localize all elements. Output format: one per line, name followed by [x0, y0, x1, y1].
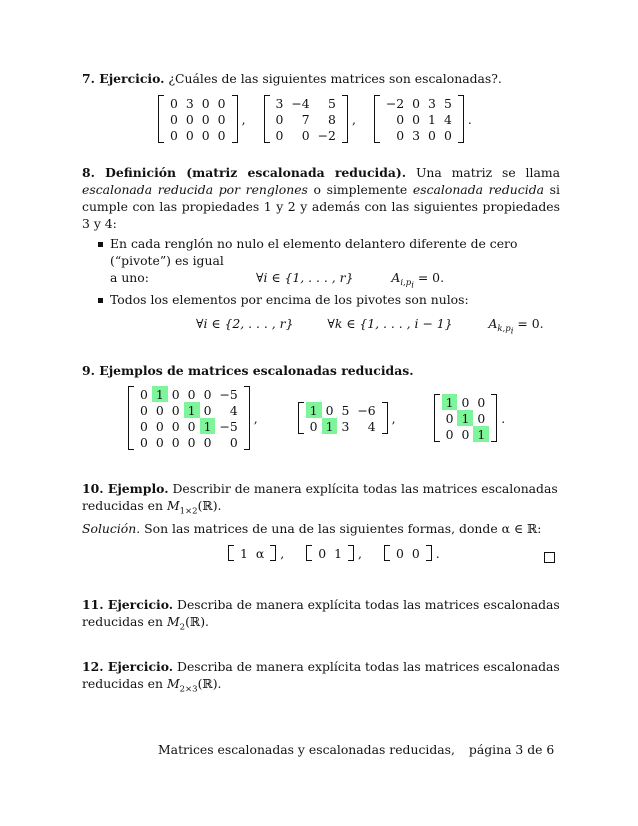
- pivot-cell: 1: [473, 426, 489, 442]
- space-tail: (ℝ).: [185, 614, 209, 629]
- formula-quantifier: ∀k ∈ {1, . . . , i − 1}: [327, 316, 453, 331]
- ex7-text: ¿Cuáles de las siguientes matrices son escalonadas?.: [168, 71, 502, 86]
- matrix-cell: 0: [229, 434, 238, 450]
- matrix-cell: 0: [185, 127, 194, 143]
- ex10-paragraph: [82, 480, 560, 520]
- matrix-cell: 0: [185, 111, 194, 127]
- comma: ,: [391, 410, 396, 426]
- matrix-cell: 0: [140, 418, 148, 434]
- matrix-cell: 1: [334, 545, 342, 561]
- matrix-row: [272, 95, 340, 111]
- matrix-cell: 3: [341, 418, 350, 434]
- ex7-label: 7. Ejercicio.: [82, 71, 165, 86]
- matrix-cell: 0: [187, 418, 196, 434]
- matrix-cell: 1: [428, 111, 436, 127]
- matrix-cell: −5: [219, 418, 238, 434]
- def8-bullet-2: Todos los elementos por encima de los pivotes son nulos:: [110, 292, 469, 307]
- def8-text: además con las siguientes propiedades 3 y 4:: [82, 199, 560, 231]
- space-tail: (ℝ).: [197, 676, 222, 691]
- formula-subscript: k,p: [497, 324, 511, 335]
- formula-equals: = 0.: [417, 270, 445, 285]
- pivot-cell: 1: [306, 402, 322, 418]
- matrix-cell: 0: [461, 426, 470, 442]
- matrix-cell: 3: [275, 95, 284, 111]
- matrix-row: [306, 402, 380, 418]
- matrix-cell: −4: [291, 95, 310, 111]
- matrix-cell: 7: [301, 111, 310, 127]
- matrix-table: [442, 394, 490, 442]
- matrix-cell: 0: [171, 402, 180, 418]
- qed-square-icon: [544, 552, 555, 563]
- matrix-cell: 1: [240, 545, 248, 561]
- matrix-row: [166, 95, 230, 111]
- matrix-cell: 0: [171, 386, 180, 402]
- matrix-row: [382, 95, 456, 111]
- matrix-row: [272, 127, 340, 143]
- matrix-cell: 0: [412, 95, 421, 111]
- formula-1: [256, 270, 444, 291]
- matrix-cell: 0: [275, 111, 284, 127]
- matrix-cell: 0: [140, 402, 148, 418]
- matrix-row: [442, 394, 490, 410]
- pivot-cell: 1: [442, 394, 458, 410]
- def8-paragraph: [82, 164, 560, 232]
- space-tail: (ℝ).: [197, 498, 222, 513]
- matrix-row: [382, 127, 456, 143]
- matrix-row: [272, 111, 340, 127]
- bullet-text: En cada renglón no nulo el elemento delantero diferente de cero (“pivote”) es igual: [110, 236, 518, 268]
- solution-label: Solución.: [82, 521, 141, 536]
- ex10-forms: [228, 545, 450, 561]
- footer-page-number: página 3 de 6: [468, 742, 555, 757]
- matrix-cell: 0: [201, 127, 210, 143]
- matrix-cell: 0: [140, 434, 148, 450]
- matrix-row: [236, 545, 268, 561]
- ex12-paragraph: [82, 658, 560, 698]
- bullet-text: a uno:: [110, 270, 149, 285]
- matrix-cell: 0: [170, 95, 178, 111]
- formula-symbol: A: [488, 316, 498, 331]
- matrix-cell: 0: [395, 545, 404, 561]
- matrix-table: [392, 545, 424, 561]
- ex7-heading: [82, 70, 502, 87]
- matrix-table: [136, 386, 242, 450]
- matrix-cell: 0: [203, 402, 212, 418]
- matrix-cell: −2: [317, 127, 336, 143]
- def8-text: Una matriz se llama: [415, 165, 560, 180]
- matrix-cell: −5: [219, 386, 238, 402]
- ex7-matrix-1: [158, 95, 238, 143]
- period: .: [435, 545, 440, 561]
- space-subscript: 1×2: [179, 506, 198, 517]
- solution-text: Son las matrices de una de las siguientes formas, donde α ∈ ℝ:: [144, 521, 542, 536]
- space-subscript: 2×3: [179, 684, 198, 695]
- matrix-cell: 0: [477, 410, 486, 426]
- formula-2: [196, 316, 544, 337]
- matrix-cell: 5: [328, 95, 336, 111]
- matrix-cell: −6: [357, 402, 376, 418]
- matrix-cell: 0: [301, 127, 310, 143]
- period: .: [501, 410, 506, 426]
- matrix-cell: 0: [155, 434, 164, 450]
- formula-symbol: A: [391, 270, 401, 285]
- matrix-row: [442, 426, 490, 442]
- ex7-matrix-2: [264, 95, 348, 143]
- matrix-row: [382, 111, 456, 127]
- page-footer: [158, 741, 554, 758]
- def8-label: 8. Definición (matriz escalonada reducida).: [82, 165, 407, 180]
- matrix-cell: 0: [411, 545, 420, 561]
- matrix-row: [306, 418, 380, 434]
- matrix-table: [236, 545, 268, 561]
- matrix-cell: 0: [445, 426, 454, 442]
- comma: ,: [358, 545, 362, 561]
- formula-subsubscript: i: [510, 327, 514, 338]
- comma: ,: [241, 111, 246, 127]
- matrix-row: [136, 418, 242, 434]
- ex10-form-2: [306, 545, 354, 561]
- matrix-cell: 0: [318, 545, 327, 561]
- ex9-matrix-3: [434, 394, 498, 442]
- matrix-cell: 0: [217, 127, 226, 143]
- def8-term: por renglones: [218, 182, 308, 197]
- matrix-row: [166, 127, 230, 143]
- ex12-label: 12. Ejercicio.: [82, 659, 174, 674]
- comma: ,: [280, 545, 285, 561]
- matrix-cell: 0: [396, 127, 405, 143]
- formula-subscript: i,p: [400, 278, 412, 289]
- formula-equals: = 0.: [517, 316, 544, 331]
- space-symbol: M: [166, 614, 180, 629]
- matrix-cell: 0: [170, 111, 178, 127]
- matrix-cell: 0: [187, 386, 196, 402]
- space-symbol: M: [166, 498, 180, 513]
- matrix-cell: 0: [325, 402, 334, 418]
- matrix-cell: 0: [155, 402, 164, 418]
- ex12-text: Describa de manera explícita todas las matrices escalonadas reducidas en: [82, 659, 560, 691]
- ex11-paragraph: [82, 596, 560, 636]
- matrix-cell: 0: [155, 418, 164, 434]
- matrix-cell: 3: [412, 127, 421, 143]
- matrix-table: [272, 95, 340, 143]
- formula-subsubscript: i: [411, 281, 414, 292]
- matrix-cell: α: [255, 545, 265, 561]
- footer-title: Matrices escalonadas y escalonadas reducidas,: [158, 742, 455, 757]
- ex10-form-3: [384, 545, 432, 561]
- matrix-table: [306, 402, 380, 434]
- matrix-cell: 4: [229, 402, 238, 418]
- matrix-cell: 0: [187, 434, 196, 450]
- matrix-cell: 4: [443, 111, 452, 127]
- pivot-cell: 1: [322, 418, 338, 434]
- matrix-row: [136, 434, 242, 450]
- matrix-cell: 0: [140, 386, 148, 402]
- pivot-cell: 1: [200, 418, 216, 434]
- def8-text: si cumple con las propiedades 1 y 2 y: [82, 182, 560, 214]
- matrix-cell: 0: [445, 410, 454, 426]
- ex9-heading: 9. Ejemplos de matrices escalonadas reducidas.: [82, 363, 414, 378]
- matrix-cell: 0: [412, 111, 421, 127]
- pivot-cell: 1: [152, 386, 168, 402]
- matrix-cell: 0: [309, 418, 318, 434]
- matrix-cell: 4: [367, 418, 376, 434]
- matrix-table: [166, 95, 230, 143]
- matrix-cell: 0: [443, 127, 452, 143]
- matrix-row: [136, 386, 242, 402]
- formula-quantifier: ∀i ∈ {1, . . . , r}: [256, 270, 354, 285]
- bullet-icon: [98, 298, 103, 303]
- matrix-cell: 5: [443, 95, 452, 111]
- matrix-cell: 0: [201, 95, 210, 111]
- matrix-cell: 0: [428, 127, 436, 143]
- matrix-cell: 0: [171, 434, 180, 450]
- period: .: [467, 111, 472, 127]
- def8-term: escalonada reducida: [82, 182, 214, 197]
- matrix-cell: 0: [171, 418, 180, 434]
- matrix-cell: 0: [203, 434, 212, 450]
- ex11-label: 11. Ejercicio.: [82, 597, 174, 612]
- ex7-matrices: [158, 95, 482, 143]
- matrix-cell: 8: [328, 111, 336, 127]
- matrix-cell: −2: [385, 95, 405, 111]
- matrix-cell: 0: [203, 386, 212, 402]
- pivot-cell: 1: [457, 410, 473, 426]
- matrix-cell: 0: [217, 111, 226, 127]
- matrix-row: [314, 545, 346, 561]
- matrix-row: [166, 111, 230, 127]
- matrix-row: [442, 410, 490, 426]
- formula-quantifier: ∀i ∈ {2, . . . , r}: [196, 316, 294, 331]
- matrix-table: [382, 95, 456, 143]
- comma: ,: [253, 410, 258, 426]
- matrix-cell: 0: [170, 127, 178, 143]
- space-symbol: M: [166, 676, 180, 691]
- matrix-cell: 0: [461, 394, 470, 410]
- ex9-matrices: [128, 386, 515, 450]
- matrix-cell: 0: [217, 95, 226, 111]
- matrix-cell: 0: [275, 127, 284, 143]
- ex10-text: Describir de manera explícita todas las matrices escalonadas reducidas en: [82, 481, 558, 513]
- def8-text: o simplemente: [313, 182, 408, 197]
- matrix-table: [314, 545, 346, 561]
- ex10-solution: [82, 520, 541, 537]
- matrix-cell: 0: [396, 111, 405, 127]
- matrix-row: [136, 402, 242, 418]
- matrix-cell: 0: [201, 111, 210, 127]
- ex9-matrix-1: [128, 386, 250, 450]
- comma: ,: [351, 111, 356, 127]
- ex11-text: Describa de manera explícita todas las matrices escalonadas reducidas en: [82, 597, 560, 629]
- ex10-label: 10. Ejemplo.: [82, 481, 169, 496]
- space-subscript: 2: [179, 622, 186, 633]
- matrix-row: [392, 545, 424, 561]
- matrix-cell: 5: [341, 402, 350, 418]
- def8-term: escalonada reducida: [412, 182, 545, 197]
- ex9-matrix-2: [298, 402, 388, 434]
- pivot-cell: 1: [184, 402, 200, 418]
- matrix-cell: 0: [477, 394, 486, 410]
- bullet-icon: [98, 242, 103, 247]
- matrix-cell: 3: [185, 95, 194, 111]
- ex7-matrix-3: [374, 95, 464, 143]
- ex10-form-1: [228, 545, 276, 561]
- matrix-cell: 3: [428, 95, 436, 111]
